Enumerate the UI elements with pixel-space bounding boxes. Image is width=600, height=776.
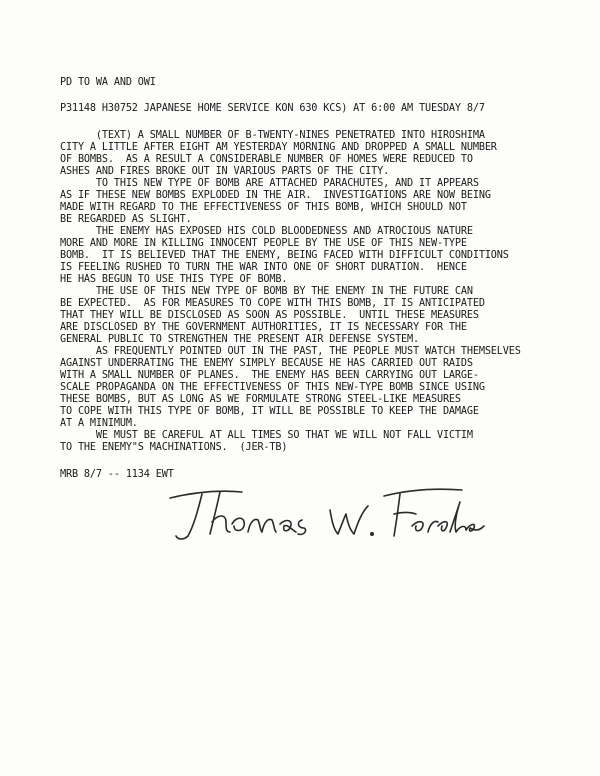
body-line: OF BOMBS. AS A RESULT A CONSIDERABLE NUMBER OF HOMES WERE REDUCED TO <box>60 154 473 165</box>
body-line: HE HAS BEGUN TO USE THIS TYPE OF BOMB. <box>60 274 288 285</box>
body-line: GENERAL PUBLIC TO STRENGTHEN THE PRESENT AIR DEFENSE SYSTEM. <box>60 334 420 345</box>
body-line: AT A MINIMUM. <box>60 418 138 429</box>
body-line: BE REGARDED AS SLIGHT. <box>60 214 192 225</box>
signature-strokes <box>170 489 484 539</box>
body-line: MORE AND MORE IN KILLING INNOCENT PEOPLE BY THE USE OF THIS NEW-TYPE <box>60 238 467 249</box>
body-line: TO COPE WITH THIS TYPE OF BOMB, IT WILL BE POSSIBLE TO KEEP THE DAMAGE <box>60 406 479 417</box>
body-line: THESE BOMBS, BUT AS LONG AS WE FORMULATE STRONG STEEL-LIKE MEASURES <box>60 394 461 405</box>
body-line: CITY A LITTLE AFTER EIGHT AM YESTERDAY MORNING AND DROPPED A SMALL NUMBER <box>60 142 497 153</box>
body-line: AS FREQUENTLY POINTED OUT IN THE PAST, THE PEOPLE MUST WATCH THEMSELVES <box>60 346 521 357</box>
body-line: WITH A SMALL NUMBER OF PLANES. THE ENEMY HAS BEEN CARRYING OUT LARGE- <box>60 370 479 381</box>
dispatch-line: P31148 H30752 JAPANESE HOME SERVICE KON 630 KCS) AT 6:00 AM TUESDAY 8/7 <box>60 103 485 114</box>
sign-off-line: MRB 8/7 -- 1134 EWT <box>60 469 174 480</box>
handwritten-signature <box>150 470 490 545</box>
body-line: BE EXPECTED. AS FOR MEASURES TO COPE WITH THIS BOMB, IT IS ANTICIPATED <box>60 298 485 309</box>
body-line: ASHES AND FIRES BROKE OUT IN VARIOUS PARTS OF THE CITY. <box>60 166 390 177</box>
body-line: THAT THEY WILL BE DISCLOSED AS SOON AS POSSIBLE. UNTIL THESE MEASURES <box>60 310 479 321</box>
body-line: THE USE OF THIS NEW TYPE OF BOMB BY THE ENEMY IN THE FUTURE CAN <box>60 286 473 297</box>
routing-line: PD TO WA AND OWI <box>60 77 156 88</box>
body-line: WE MUST BE CAREFUL AT ALL TIMES SO THAT WE WILL NOT FALL VICTIM <box>60 430 473 441</box>
body-line: THE ENEMY HAS EXPOSED HIS COLD BLOODEDNESS AND ATROCIOUS NATURE <box>60 226 473 237</box>
body-line: (TEXT) A SMALL NUMBER OF B-TWENTY-NINES PENETRATED INTO HIROSHIMA <box>60 130 485 141</box>
body-line: IS FEELING RUSHED TO TURN THE WAR INTO ONE OF SHORT DURATION. HENCE <box>60 262 467 273</box>
body-line: BOMB. IT IS BELIEVED THAT THE ENEMY, BEING FACED WITH DIFFICULT CONDITIONS <box>60 250 509 261</box>
body-line: AS IF THESE NEW BOMBS EXPLODED IN THE AIR. INVESTIGATIONS ARE NOW BEING <box>60 190 491 201</box>
body-line: SCALE PROPAGANDA ON THE EFFECTIVENESS OF THIS NEW-TYPE BOMB SINCE USING <box>60 382 485 393</box>
body-line: ARE DISCLOSED BY THE GOVERNMENT AUTHORITIES, IT IS NECESSARY FOR THE <box>60 322 467 333</box>
body-line: AGAINST UNDERRATING THE ENEMY SIMPLY BECAUSE HE HAS CARRIED OUT RAIDS <box>60 358 473 369</box>
body-line: TO THIS NEW TYPE OF BOMB ARE ATTACHED PARACHUTES, AND IT APPEARS <box>60 178 479 189</box>
body-line: TO THE ENEMY"S MACHINATIONS. (JER-TB) <box>60 442 288 453</box>
body-line: MADE WITH REGARD TO THE EFFECTIVENESS OF THIS BOMB, WHICH SHOULD NOT <box>60 202 467 213</box>
